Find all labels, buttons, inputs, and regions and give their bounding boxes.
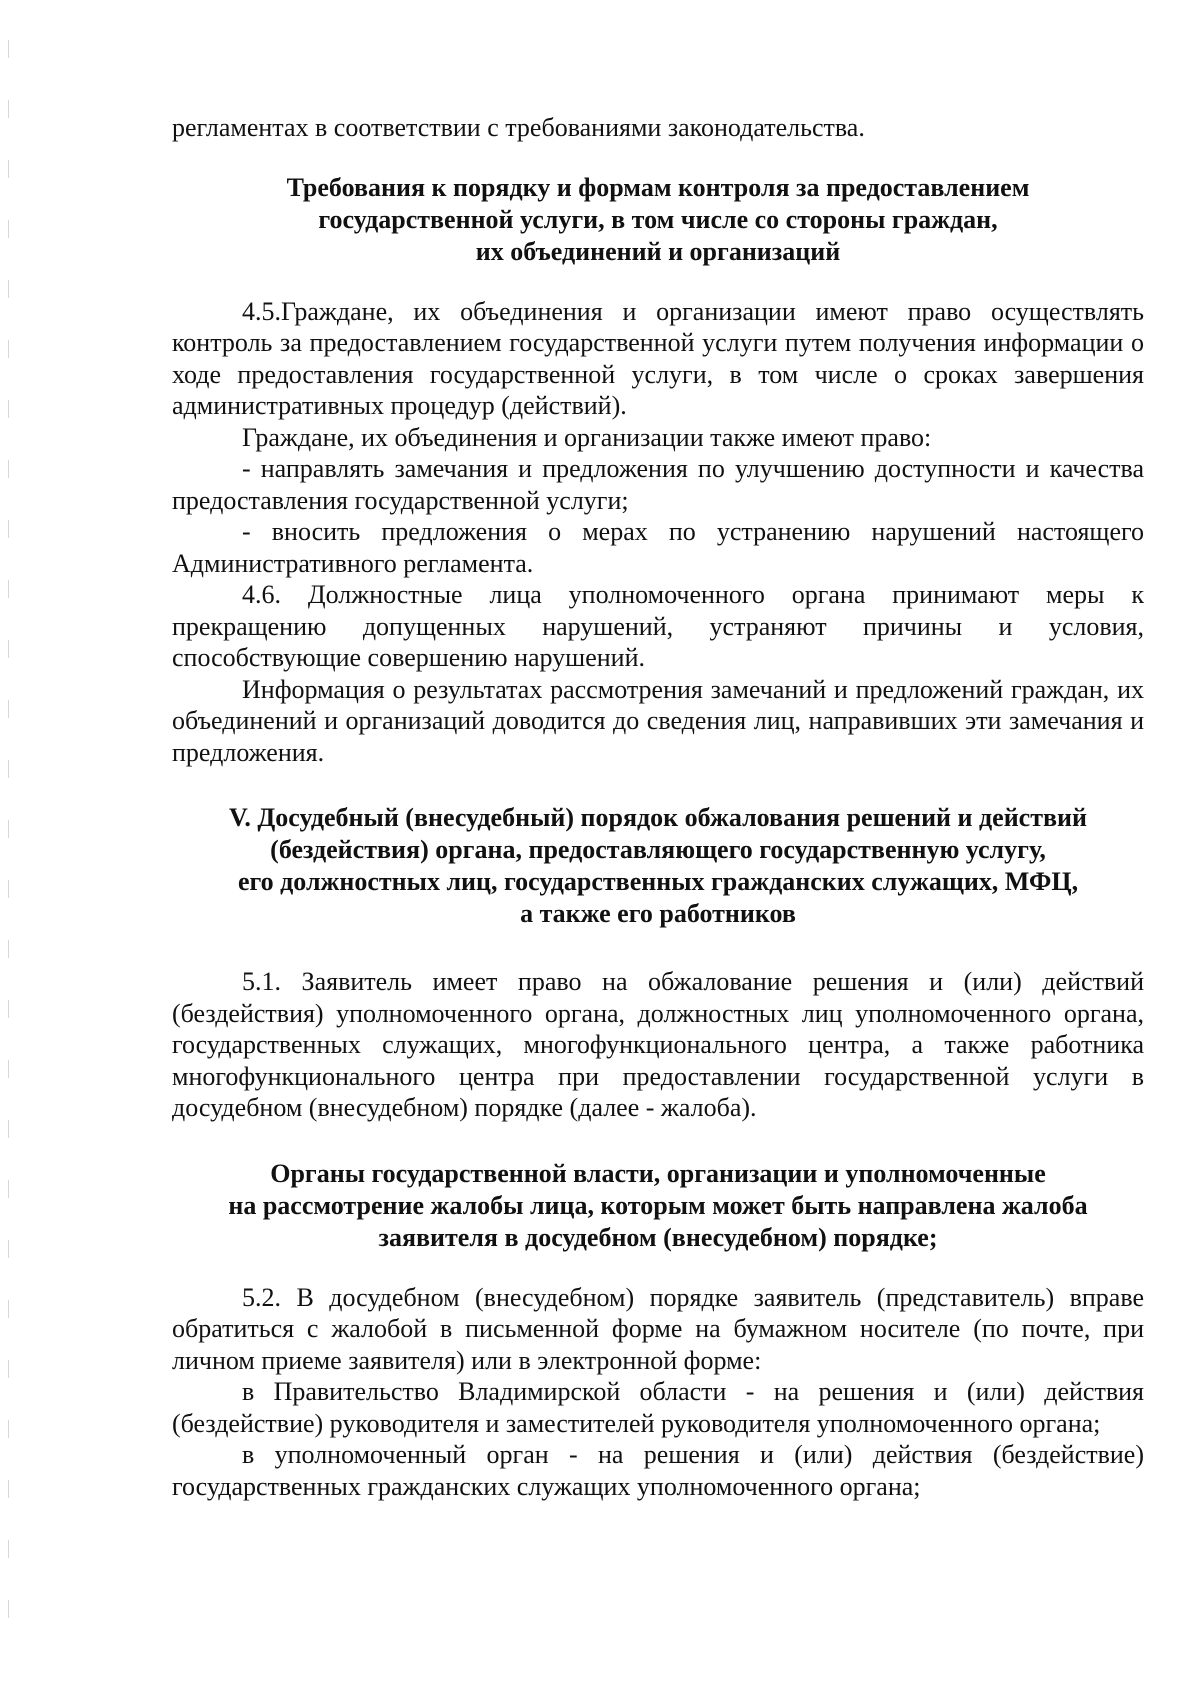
paragraph-5-1: 5.1. Заявитель имеет право на обжалование решения и (или) действий (бездействия) уполномоченного органа, должностных лиц уполномоченного органа, государственных служащих, многофункционального центра, а также работника многофункционального центра при предоставлении государственной услуги в досудебном (внесудебном) порядке (далее - жалоба). [172,967,1144,1122]
heading-line: их объединений и организаций [475,236,841,266]
heading-control-requirements [172,172,1144,268]
paragraph-right-proposals: - вносить предложения о мерах по устранению нарушений настоящего Административного регламента. [172,517,1144,578]
paragraph-government: в Правительство Владимирской области - на решения и (или) действия (бездействие) руководителя и заместителей руководителя уполномоченного органа; [172,1377,1144,1438]
paragraph-right-remarks: - направлять замечания и предложения по улучшению доступности и качества предоставления государственной услуги; [172,454,1144,515]
paragraph-4-5: 4.5.Граждане, их объединения и организации имеют право осуществлять контроль за предоставлением государственной услуги путем получения информации о ходе предоставления государственной услуги, в том числе о сроках завершения административных процедур (действий). [172,296,1144,420]
paragraph-citizens-rights: Граждане, их объединения и организации также имеют право: [242,422,932,452]
heading-section-v [172,802,1144,930]
paragraph-continuation: регламентах в соответствии с требованиями законодательства. [172,113,865,142]
paragraph-authorized-body: в уполномоченный орган - на решения и (или) действия (бездействие) государственных гражданских служащих уполномоченного органа; [172,1440,1144,1501]
scan-edge-artifact [8,40,9,1640]
heading-authorities [172,1158,1144,1254]
heading-line: а также его работников [520,899,796,928]
paragraph-5-2: 5.2. В досудебном (внесудебном) порядке заявитель (представитель) вправе обратиться с жалобой в письменной форме на бумажном носителе (по почте, при личном приеме заявителя) или в электронной форме: [172,1282,1144,1375]
document-body [172,112,1144,1502]
heading-line: на рассмотрение жалобы лица, которым может быть направлена жалоба [228,1190,1088,1220]
heading-line: заявителя в досудебном (внесудебном) порядке; [378,1222,938,1252]
paragraph-information: Информация о результатах рассмотрения замечаний и предложений граждан, их объединений и организаций доводится до сведения лиц, направивших эти замечания и предложения. [172,674,1144,767]
heading-line: Органы государственной власти, организации и уполномоченные [270,1158,1046,1188]
heading-line: государственной услуги, в том числе со стороны граждан, [318,204,998,234]
heading-line: (бездействия) органа, предоставляющего государственную услугу, [270,835,1046,864]
heading-line: Требования к порядку и формам контроля за предоставлением [286,172,1030,202]
paragraph-4-6: 4.6. Должностные лица уполномоченного органа принимают меры к прекращению допущенных нарушений, устраняют причины и условия, способствующие совершению нарушений. [172,580,1144,672]
heading-line: V. Досудебный (внесудебный) порядок обжалования решений и действий [228,803,1087,832]
heading-line: его должностных лиц, государственных гражданских служащих, МФЦ, [237,867,1079,896]
